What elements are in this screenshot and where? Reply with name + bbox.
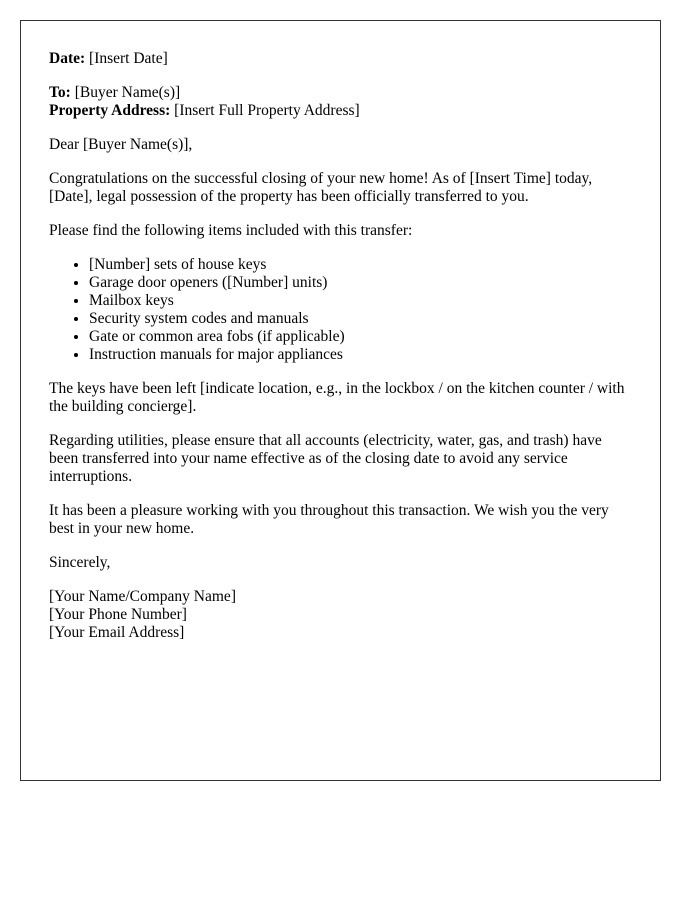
list-item: • [Number] sets of house keys [89,256,632,274]
signature-name: [Your Name/Company Name] [49,588,236,605]
date-label: Date: [49,50,86,67]
property-address-line [49,102,632,120]
utilities-paragraph: Regarding utilities, please ensure that all accounts (electricity, water, gas, and trash) have been transferred into your name effective as of the closing date to avoid any service interruptions. [49,432,602,485]
date-line [49,50,632,68]
items-intro-paragraph: Please find the following items included with this transfer: [49,222,413,239]
signature-block [49,588,632,642]
signature-phone: [Your Phone Number] [49,606,187,623]
list-item: • Instruction manuals for major appliances [89,346,632,364]
list-item: • Mailbox keys [89,292,632,310]
pleasure-paragraph: It has been a pleasure working with you throughout this transaction. We wish you the very best in your new home. [49,502,609,537]
to-line [49,84,632,102]
list-item: • Security system codes and manuals [89,310,632,328]
signature-email: [Your Email Address] [49,624,185,641]
property-address-value: [Insert Full Property Address] [174,102,360,119]
letter-document [20,20,661,781]
salutation: Dear [Buyer Name(s)], [49,136,193,153]
date-block [49,50,632,68]
to-value: [Buyer Name(s)] [74,84,181,101]
date-value: [Insert Date] [89,50,168,67]
keys-location-paragraph: The keys have been left [indicate location, e.g., in the lockbox / on the kitchen counter / with the building concierge]. [49,380,625,415]
list-item: • Gate or common area fobs (if applicable) [89,328,632,346]
list-item: • Garage door openers ([Number] units) [89,274,632,292]
to-label: To: [49,84,71,101]
closing-line: Sincerely, [49,554,111,571]
congratulations-paragraph: Congratulations on the successful closing of your new home! As of [Insert Time] today, [Date], legal possession of the property has been officially transferred to you. [49,170,593,205]
recipient-block [49,84,632,120]
property-address-label: Property Address: [49,102,171,119]
transfer-items-list [49,256,632,364]
